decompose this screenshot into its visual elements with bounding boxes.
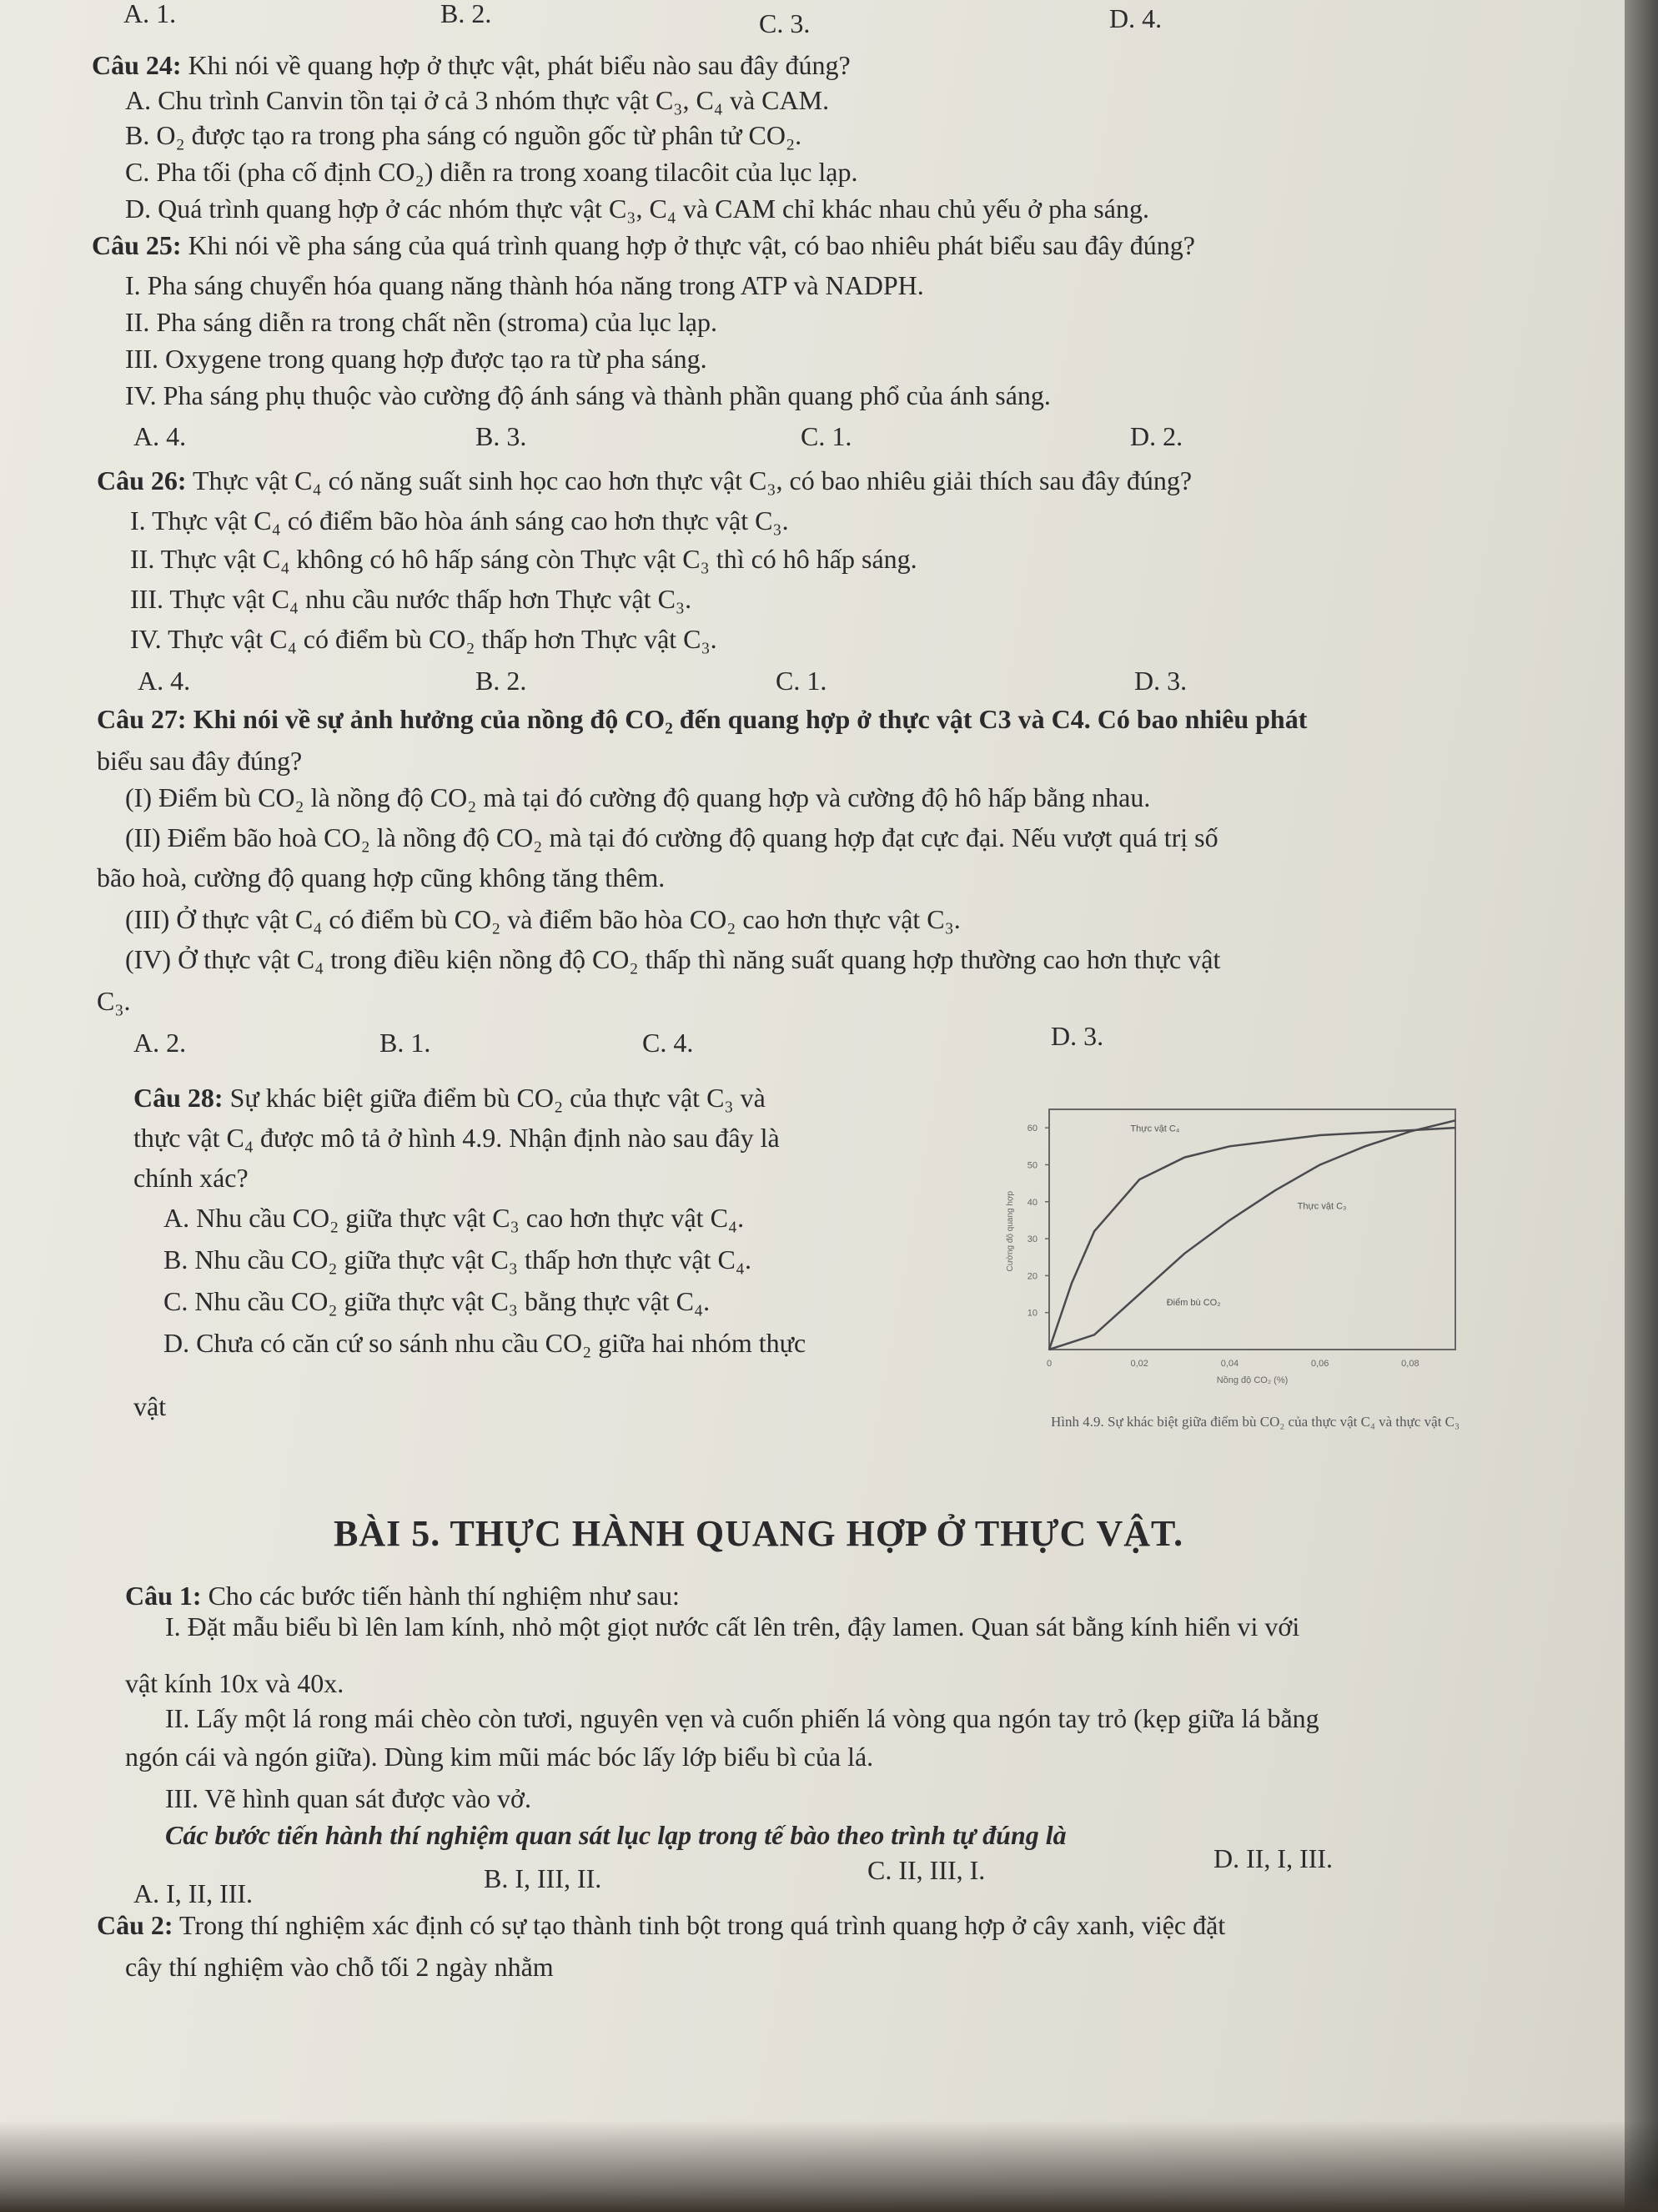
q27-item-2-cont: bão hoà, cường độ quang hợp cũng không tăng thêm. <box>97 862 666 892</box>
q28-option-d: D. Chưa có căn cứ so sánh nhu cầu CO₂ giữa hai nhóm thực <box>163 1328 806 1358</box>
q23-option-c: C. 3. <box>759 8 811 38</box>
q28-stem-line1: Câu 28: Sự khác biệt giữa điểm bù CO₂ của thực vật C₃ và <box>133 1083 766 1113</box>
bai5-q1-option-c: C. II, III, I. <box>867 1855 986 1885</box>
bai5-q1-item-2: II. Lấy một lá rong mái chèo còn tươi, nguyên vẹn và cuốn phiến lá vòng qua ngón tay trỏ (kẹp giữa lá bằng <box>165 1703 1319 1733</box>
page-edge-shadow <box>1625 0 1658 2212</box>
q28-stem-line2: thực vật C₄ được mô tả ở hình 4.9. Nhận định nào sau đây là <box>133 1123 780 1153</box>
q26-item-4: IV. Thực vật C₄ có điểm bù CO₂ thấp hơn Thực vật C₃. <box>130 624 717 654</box>
bai5-q1-item-1-cont: vật kính 10x và 40x. <box>125 1668 344 1698</box>
q23-option-b: B. 2. <box>440 0 492 28</box>
q26-item-3: III. Thực vật C₄ nhu cầu nước thấp hơn Thực vật C₃. <box>130 584 692 614</box>
bai5-q2-stem: Câu 2: Trong thí nghiệm xác định có sự tạo thành tinh bột trong quá trình quang hợp ở cây xanh, việc đặt <box>97 1910 1226 1940</box>
y-tick-label: 60 <box>1027 1124 1038 1134</box>
q26-stem: Câu 26: Thực vật C₄ có năng suất sinh học cao hơn thực vật C₃, có bao nhiêu giải thích sau đây đúng? <box>97 465 1193 495</box>
y-tick-label: 30 <box>1027 1234 1038 1245</box>
q27-stem: Câu 27: Khi nói về sự ảnh hưởng của nồng độ CO₂ đến quang hợp ở thực vật C3 và C4. Có bao nhiêu phát <box>97 704 1308 734</box>
q25-item-1: I. Pha sáng chuyển hóa quang năng thành hóa năng trong ATP và NADPH. <box>125 270 924 300</box>
q28-option-d-cont: vật <box>133 1391 167 1421</box>
section-heading: BÀI 5. THỰC HÀNH QUANG HỢP Ở THỰC VẬT. <box>334 1513 1184 1554</box>
bai5-q1-item-1: I. Đặt mẫu biểu bì lên lam kính, nhỏ một giọt nước cất lên trên, đậy lamen. Quan sát bằng kính hiển vi với <box>165 1611 1300 1641</box>
q28-option-a: A. Nhu cầu CO₂ giữa thực vật C₃ cao hơn thực vật C₄. <box>163 1203 745 1233</box>
y-tick-label: 50 <box>1027 1160 1038 1171</box>
q26-option-d: D. 3. <box>1134 666 1188 696</box>
q27-item-1: (I) Điểm bù CO₂ là nồng độ CO₂ mà tại đó cường độ quang hợp và cường độ hô hấp bằng nhau. <box>125 782 1151 812</box>
q25-option-d: D. 2. <box>1130 421 1183 451</box>
q27-item-3: (III) Ở thực vật C₄ có điểm bù CO₂ và điểm bão hòa CO₂ cao hơn thực vật C₃. <box>125 904 961 934</box>
x-tick-label: 0,04 <box>1220 1359 1239 1369</box>
x-tick-label: 0,08 <box>1401 1359 1419 1369</box>
q24-stem: Câu 24: Khi nói về quang hợp ở thực vật, phát biểu nào sau đây đúng? <box>92 50 851 80</box>
q28-option-c: C. Nhu cầu CO₂ giữa thực vật C₃ bằng thực vật C₄. <box>163 1286 711 1316</box>
bai5-q1-stem: Câu 1: Cho các bước tiến hành thí nghiệm như sau: <box>125 1581 680 1611</box>
series-label-c4: Thực vật C₄ <box>1130 1124 1180 1134</box>
x-tick-label: 0,02 <box>1130 1359 1148 1369</box>
y-tick-label: 10 <box>1027 1308 1038 1319</box>
q25-option-a: A. 4. <box>133 421 187 451</box>
series-line-c3 <box>1049 1120 1455 1350</box>
annotation-compensation-point: Điểm bù CO₂ <box>1166 1297 1221 1308</box>
x-tick-label: 0,06 <box>1310 1359 1329 1369</box>
bai5-q2-stem-line2: cây thí nghiệm vào chỗ tối 2 ngày nhằm <box>125 1952 554 1982</box>
q28-option-b: B. Nhu cầu CO₂ giữa thực vật C₃ thấp hơn thực vật C₄. <box>163 1244 751 1274</box>
y-axis-label: Cường độ quang hợp <box>1006 1190 1015 1272</box>
q25-stem: Câu 25: Khi nói về pha sáng của quá trình quang hợp ở thực vật, có bao nhiêu phát biểu sau đây đúng? <box>92 230 1195 260</box>
q26-item-1: I. Thực vật C₄ có điểm bão hòa ánh sáng cao hơn thực vật C₃. <box>130 505 789 535</box>
q27-stem-line2: biểu sau đây đúng? <box>97 746 303 776</box>
q27-item-4-cont: C₃. <box>97 986 131 1016</box>
q26-option-b: B. 2. <box>475 666 527 696</box>
series-label-c3: Thực vật C₃ <box>1297 1201 1347 1212</box>
q27-option-a: A. 2. <box>133 1028 187 1058</box>
bai5-q1-question: Các bước tiến hành thí nghiệm quan sát lục lạp trong tế bào theo trình tự đúng là <box>165 1820 1067 1850</box>
q23-option-a: A. 1. <box>123 0 177 28</box>
bai5-q1-option-a: A. I, II, III. <box>133 1878 254 1908</box>
q26-item-2: II. Thực vật C₄ không có hô hấp sáng còn Thực vật C₃ thì có hô hấp sáng. <box>130 544 917 574</box>
y-tick-label: 40 <box>1027 1197 1038 1208</box>
q27-item-4: (IV) Ở thực vật C₄ trong điều kiện nồng độ CO₂ thấp thì năng suất quang hợp thường cao hơn thực vật <box>125 944 1221 974</box>
bai5-q1-option-d: D. II, I, III. <box>1213 1843 1334 1873</box>
q23-option-d: D. 4. <box>1109 3 1163 33</box>
q25-option-c: C. 1. <box>801 421 852 451</box>
x-axis-label: Nồng độ CO₂ (%) <box>1216 1375 1289 1385</box>
q28-stem-line3: chính xác? <box>133 1163 249 1193</box>
q24-option-c: C. Pha tối (pha cố định CO₂) diễn ra trong xoang tilacôit của lục lạp. <box>125 157 858 187</box>
chart-frame <box>1049 1109 1455 1350</box>
co2-compensation-chart <box>1001 1099 1464 1400</box>
q26-option-a: A. 4. <box>138 666 191 696</box>
q26-option-c: C. 1. <box>776 666 827 696</box>
bottom-shadow <box>0 2120 1658 2212</box>
bai5-q1-item-3: III. Vẽ hình quan sát được vào vở. <box>165 1783 531 1813</box>
q25-item-3: III. Oxygene trong quang hợp được tạo ra từ pha sáng. <box>125 344 707 374</box>
figure-caption: Hình 4.9. Sự khác biệt giữa điểm bù CO₂ của thực vật C₄ và thực vật C₃ <box>1051 1414 1460 1430</box>
q25-option-b: B. 3. <box>475 421 527 451</box>
q27-option-b: B. 1. <box>379 1028 431 1058</box>
q27-item-2: (II) Điểm bão hoà CO₂ là nồng độ CO₂ mà tại đó cường độ quang hợp đạt cực đại. Nếu vượt quá trị số <box>125 822 1218 852</box>
series-line-c4 <box>1049 1128 1455 1350</box>
q24-option-a: A. Chu trình Canvin tồn tại ở cả 3 nhóm thực vật C₃, C₄ và CAM. <box>125 85 830 115</box>
x-tick-label: 0 <box>1046 1359 1053 1369</box>
q27-option-d: D. 3. <box>1051 1021 1104 1051</box>
q25-item-4: IV. Pha sáng phụ thuộc vào cường độ ánh sáng và thành phần quang phổ của ánh sáng. <box>125 380 1051 410</box>
q25-item-2: II. Pha sáng diễn ra trong chất nền (stroma) của lục lạp. <box>125 307 717 337</box>
bai5-q1-item-2-cont: ngón cái và ngón giữa). Dùng kim mũi mác bóc lấy lớp biểu bì của lá. <box>125 1742 874 1772</box>
y-tick-label: 20 <box>1027 1271 1038 1282</box>
q24-option-d: D. Quá trình quang hợp ở các nhóm thực vật C₃, C₄ và CAM chỉ khác nhau chủ yếu ở pha sáng. <box>125 194 1149 224</box>
q27-option-c: C. 4. <box>642 1028 694 1058</box>
bai5-q1-option-b: B. I, III, II. <box>484 1863 602 1893</box>
q24-option-b: B. O₂ được tạo ra trong pha sáng có nguồn gốc từ phân tử CO₂. <box>125 120 802 150</box>
